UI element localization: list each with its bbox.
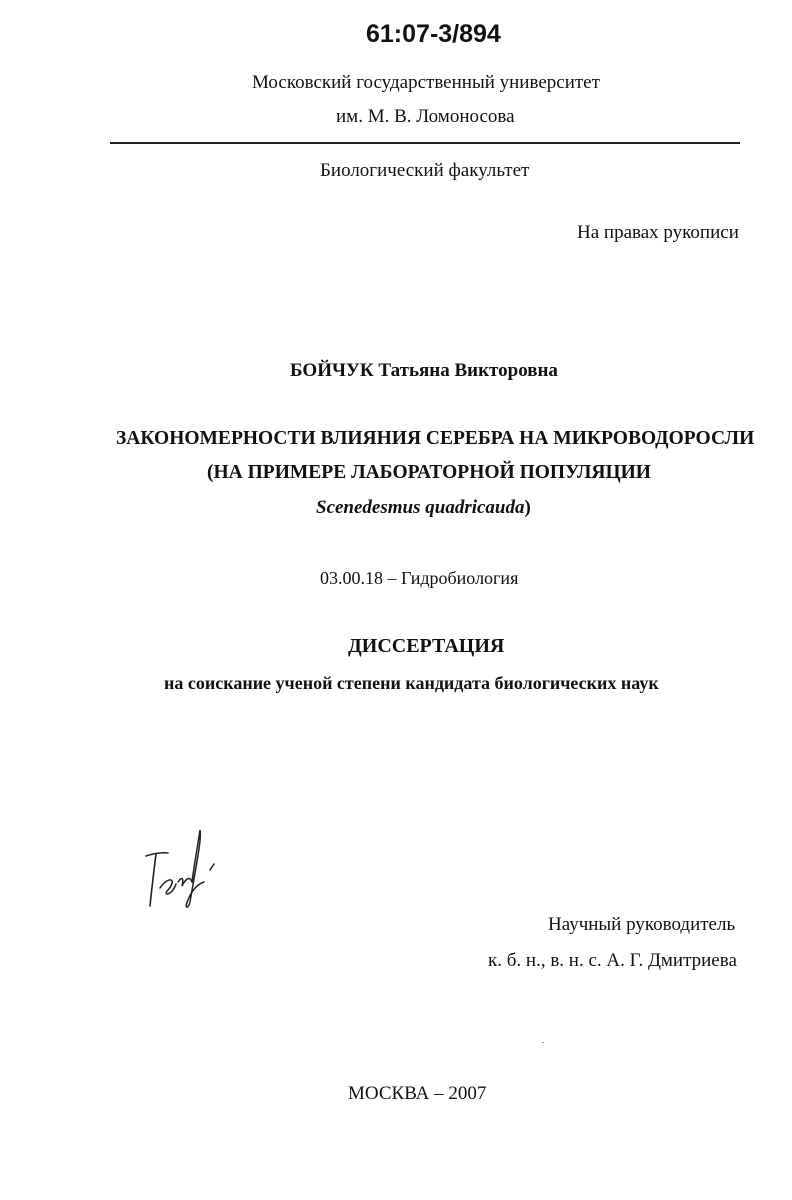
document-type: ДИССЕРТАЦИЯ — [348, 635, 505, 657]
thesis-title-line-3 — [316, 497, 531, 519]
title-closing-bracket: ) — [524, 497, 531, 518]
species-name: Scenedesmus quadricauda — [316, 497, 525, 518]
thesis-title-line-2: (НА ПРИМЕРЕ ЛАБОРАТОРНОЙ ПОПУЛЯЦИИ — [207, 462, 651, 483]
author-surname: БОЙЧУК — [290, 360, 374, 381]
specialty-code: 03.00.18 – Гидробиология — [320, 568, 519, 588]
university-named-after: им. М. В. Ломоносова — [336, 106, 515, 127]
author-name — [290, 360, 558, 382]
handwritten-signature-icon — [138, 826, 218, 912]
header-divider — [110, 142, 740, 144]
thesis-title-line-1: ЗАКОНОМЕРНОСТИ ВЛИЯНИЯ СЕРЕБРА НА МИКРОВОДОРОСЛИ — [116, 428, 755, 449]
author-given-names: Татьяна Викторовна — [378, 360, 558, 381]
faculty-name: Биологический факультет — [320, 160, 530, 181]
archive-number: 61:07-3/894 — [366, 20, 501, 48]
manuscript-rights-note: На правах рукописи — [577, 222, 739, 243]
city-and-year: МОСКВА – 2007 — [348, 1083, 487, 1104]
university-name: Московский государственный университет — [252, 72, 600, 93]
supervisor-label: Научный руководитель — [548, 914, 736, 935]
supervisor-name: к. б. н., в. н. с. А. Г. Дмитриева — [488, 950, 737, 971]
degree-statement: на соискание ученой степени кандидата биологических наук — [164, 673, 659, 693]
scan-speck — [542, 1042, 544, 1043]
